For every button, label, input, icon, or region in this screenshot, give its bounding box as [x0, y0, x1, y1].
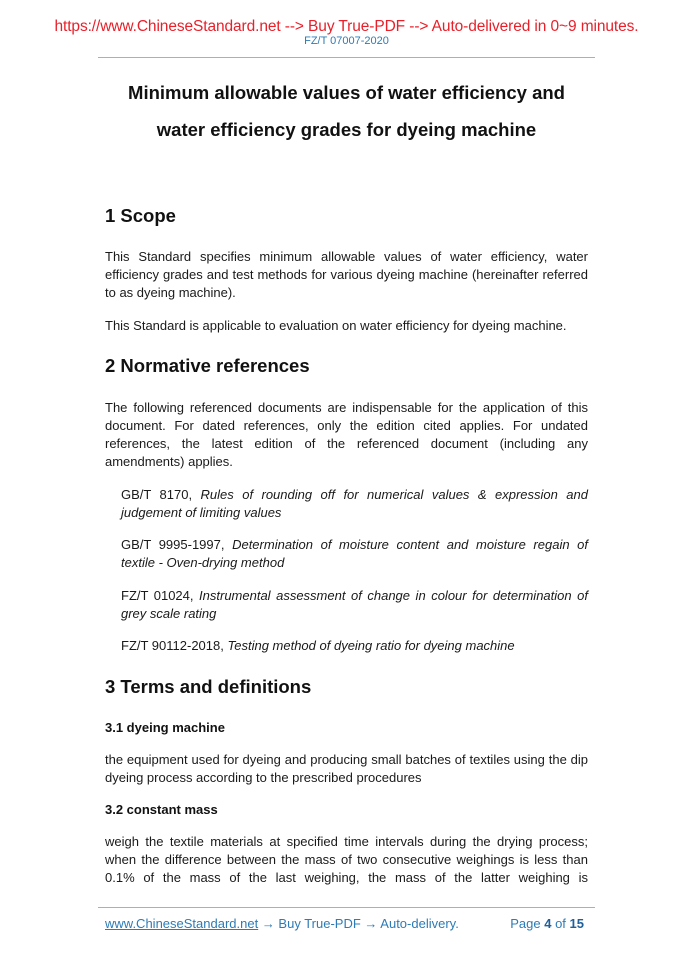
term-definition-constant-mass: weigh the textile materials at specified time intervals during the drying process; when the difference between the mass of two consecutive weighings is less than 0.1% of the mass of the last weighing, the mass of the latter weighing is — [105, 834, 588, 885]
reference-item — [121, 637, 588, 655]
reference-item — [121, 536, 588, 572]
footer-divider — [98, 907, 595, 908]
reference-code: GB/T 8170, — [121, 487, 201, 502]
footer-website-link[interactable]: www.ChineseStandard.net — [105, 916, 259, 931]
page-label: Page — [510, 916, 545, 931]
total-page-count: 15 — [569, 916, 584, 931]
reference-title: Instrumental assessment of change in colour for determination of grey scale rating — [121, 588, 588, 621]
footer-source — [105, 916, 459, 931]
reference-code: FZ/T 01024, — [121, 588, 200, 603]
section-heading-normative-references: 2 Normative references — [105, 355, 310, 376]
page-indicator — [510, 916, 584, 931]
reference-code: GB/T 9995-1997, — [121, 537, 233, 552]
term-heading-dyeing-machine: 3.1 dyeing machine — [105, 720, 225, 735]
scope-paragraph-1: This Standard specifies minimum allowable values of water efficiency, water efficiency grades and test methods for various dyeing machine (hereinafter referred to as dyeing machine). — [105, 249, 588, 300]
reference-code: FZ/T 90112-2018, — [121, 638, 228, 653]
source-banner[interactable]: https://www.ChineseStandard.net --> Buy True-PDF --> Auto-delivered in 0~9 minutes. — [54, 18, 639, 35]
normative-references-intro: The following referenced documents are indispensable for the application of this document. For dated references, only the edition cited applies. For undated references, the latest edition of the referenced document (including any amendments) applies. — [105, 400, 588, 469]
section-heading-terms-and-definitions: 3 Terms and definitions — [105, 676, 312, 697]
document-title-line-1: Minimum allowable values of water efficiency and — [128, 82, 565, 103]
document-number: FZ/T 07007-2020 — [304, 35, 389, 47]
header-divider — [98, 57, 595, 58]
page-of-label: of — [551, 916, 570, 931]
reference-title: Rules of rounding off for numerical values & expression and judgement of limiting values — [121, 487, 589, 520]
term-definition-dyeing-machine: the equipment used for dyeing and producing small batches of textiles using the dip dyeing process according to the prescribed procedures — [105, 752, 588, 785]
scope-paragraph-2: This Standard is applicable to evaluation on water efficiency for dyeing machine. — [105, 318, 567, 333]
reference-title: Testing method of dyeing ratio for dyeing machine — [227, 638, 515, 653]
document-title-line-2: water efficiency grades for dyeing machine — [156, 119, 537, 140]
footer-tagline: → Buy True-PDF → Auto-delivery. — [258, 916, 459, 931]
section-heading-scope: 1 Scope — [105, 205, 176, 226]
reference-item — [121, 486, 588, 522]
current-page-number: 4 — [544, 916, 552, 931]
reference-title: Determination of moisture content and moisture regain of textile - Oven-drying method — [121, 537, 589, 570]
reference-item — [121, 587, 588, 623]
term-heading-constant-mass: 3.2 constant mass — [105, 802, 218, 817]
